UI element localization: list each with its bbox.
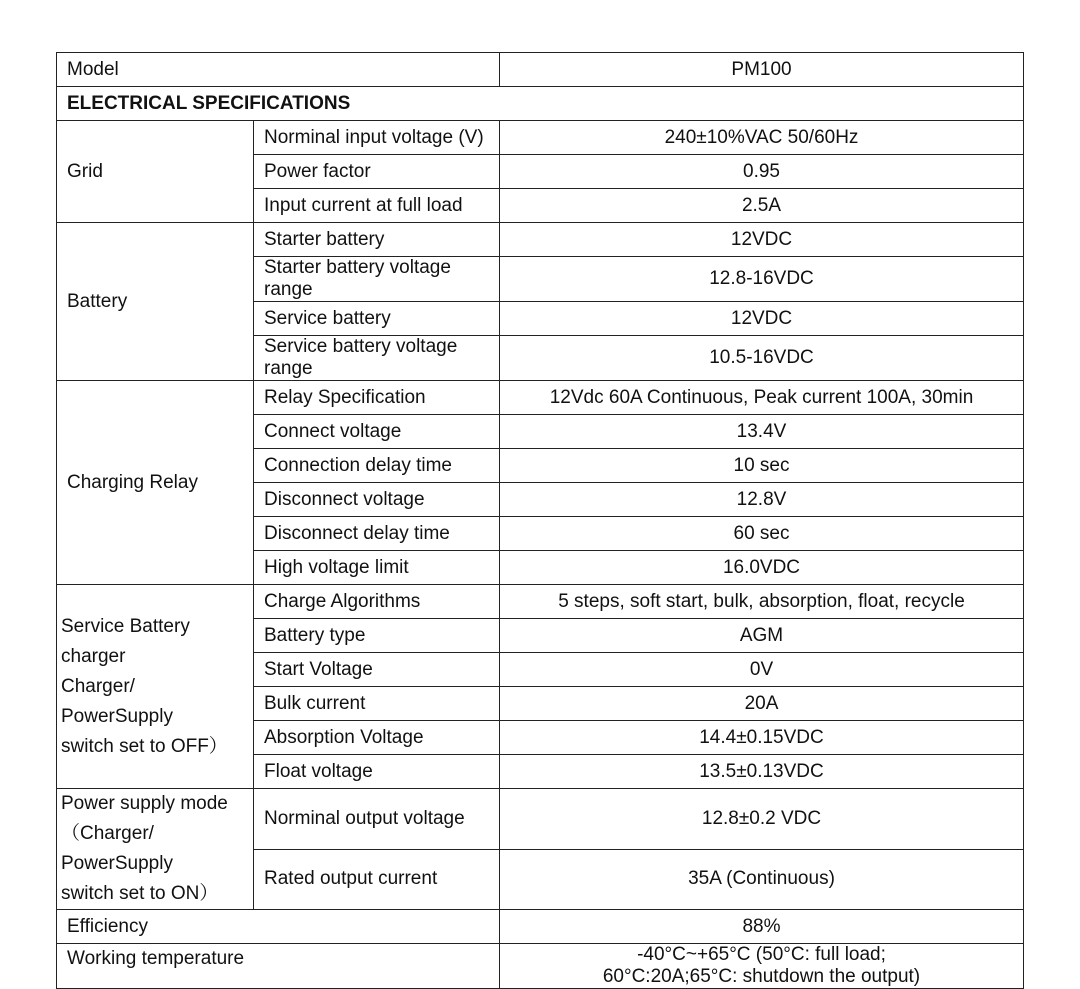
param-label: Charge Algorithms — [254, 585, 500, 619]
table-row — [57, 53, 1024, 87]
param-value: 20A — [500, 687, 1024, 721]
param-value: 14.4±0.15VDC — [500, 721, 1024, 755]
param-value: 0V — [500, 653, 1024, 687]
param-label: Absorption Voltage — [254, 721, 500, 755]
group-charging-relay: Charging Relay — [57, 381, 254, 585]
table-row — [57, 944, 1024, 989]
param-label: Start Voltage — [254, 653, 500, 687]
table-row — [57, 910, 1024, 944]
table-row — [57, 121, 1024, 155]
param-value: 13.4V — [500, 415, 1024, 449]
param-label: Input current at full load — [254, 189, 500, 223]
param-value: 13.5±0.13VDC — [500, 755, 1024, 789]
working-temperature-label: Working temperature — [57, 944, 500, 989]
param-label: Norminal output voltage — [254, 789, 500, 850]
param-value: 10.5-16VDC — [500, 336, 1024, 381]
param-label: Connect voltage — [254, 415, 500, 449]
efficiency-label: Efficiency — [57, 910, 500, 944]
working-temperature-value: -40°C~+65°C (50°C: full load; 60°C:20A;65°C: shutdown the output) — [500, 944, 1024, 989]
spec-table — [56, 52, 1024, 989]
param-value: 16.0VDC — [500, 551, 1024, 585]
param-label: Float voltage — [254, 755, 500, 789]
param-label: Disconnect delay time — [254, 517, 500, 551]
param-label: Service battery — [254, 302, 500, 336]
table-row — [57, 585, 1024, 619]
param-label: Norminal input voltage (V) — [254, 121, 500, 155]
table-row — [57, 87, 1024, 121]
group-battery: Battery — [57, 223, 254, 381]
param-value: 60 sec — [500, 517, 1024, 551]
group-grid: Grid — [57, 121, 254, 223]
param-label: Service battery voltage range — [254, 336, 500, 381]
table-row — [57, 789, 1024, 850]
param-label: Power factor — [254, 155, 500, 189]
param-value: 12VDC — [500, 302, 1024, 336]
model-value: PM100 — [500, 53, 1024, 87]
param-label: Connection delay time — [254, 449, 500, 483]
param-label: Starter battery — [254, 223, 500, 257]
efficiency-value: 88% — [500, 910, 1024, 944]
param-label: Disconnect voltage — [254, 483, 500, 517]
param-label: Bulk current — [254, 687, 500, 721]
table-row — [57, 381, 1024, 415]
param-label: Relay Specification — [254, 381, 500, 415]
param-value: 12.8V — [500, 483, 1024, 517]
param-label: Starter battery voltage range — [254, 257, 500, 302]
group-service-battery-charger: Service Battery charger Charger/ PowerSupply switch set to OFF） — [57, 585, 254, 789]
param-value: 240±10%VAC 50/60Hz — [500, 121, 1024, 155]
param-label: Battery type — [254, 619, 500, 653]
param-label: High voltage limit — [254, 551, 500, 585]
table-row — [57, 223, 1024, 257]
param-value: 5 steps, soft start, bulk, absorption, float, recycle — [500, 585, 1024, 619]
param-value: 10 sec — [500, 449, 1024, 483]
param-label: Rated output current — [254, 849, 500, 910]
model-label: Model — [57, 53, 500, 87]
param-value: 0.95 — [500, 155, 1024, 189]
param-value: 12Vdc 60A Continuous, Peak current 100A, 30min — [500, 381, 1024, 415]
param-value: 2.5A — [500, 189, 1024, 223]
param-value: 12VDC — [500, 223, 1024, 257]
param-value: 35A (Continuous) — [500, 849, 1024, 910]
param-value: AGM — [500, 619, 1024, 653]
param-value: 12.8-16VDC — [500, 257, 1024, 302]
param-value: 12.8±0.2 VDC — [500, 789, 1024, 850]
group-power-supply-mode: Power supply mode （Charger/ PowerSupply switch set to ON） — [57, 789, 254, 910]
section-title: ELECTRICAL SPECIFICATIONS — [57, 87, 1024, 121]
